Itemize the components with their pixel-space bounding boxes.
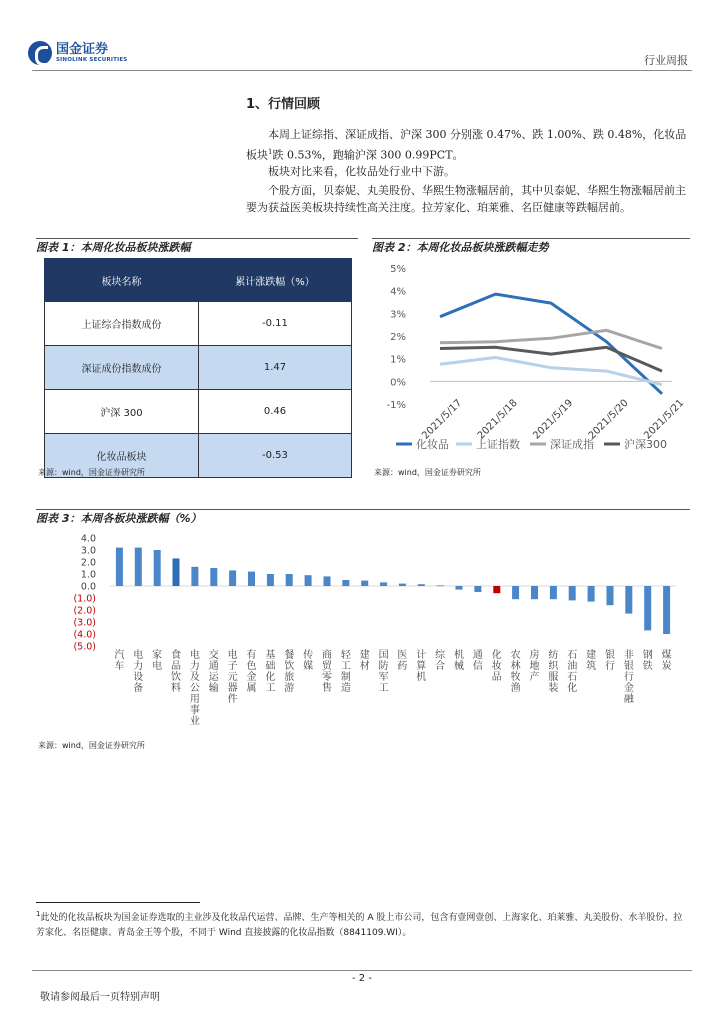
x-category-label: 餐饮旅游	[284, 650, 295, 694]
paragraph-3: 个股方面，贝泰妮、丸美股份、华熙生物涨幅居前，其中贝泰妮、华熙生物涨幅居前主要为获益医美板块持续性高关注度。拉芳家化、珀莱雅、名臣健康等跌幅居前。	[246, 184, 686, 214]
x-category-label: 煤炭	[661, 650, 672, 672]
header-divider	[32, 70, 692, 71]
report-type: 行业周报	[644, 54, 688, 67]
table-cell: -0.11	[198, 302, 351, 346]
bar-石油石化	[569, 586, 576, 600]
table-cell: 深证成份指数成份	[45, 346, 199, 390]
bar-综合	[437, 585, 444, 586]
x-category-label: 非银行金融	[623, 650, 634, 705]
x-category-label: 基础化工	[265, 650, 276, 694]
x-category-label: 建材	[359, 650, 370, 672]
x-tick-label: 2021/5/20	[586, 397, 631, 442]
legend-label-化妆品: 化妆品	[416, 438, 449, 451]
y-tick-label: 0.0	[80, 581, 96, 593]
table-row	[45, 302, 352, 346]
bar-机械	[456, 586, 463, 590]
footer-divider	[32, 970, 692, 971]
bar-基础化工	[267, 574, 274, 586]
bar-有色金属	[248, 572, 255, 586]
y-tick-label: (5.0)	[73, 641, 96, 653]
bar-计算机	[418, 584, 425, 586]
x-category-label: 综合	[435, 650, 446, 672]
x-category-label: 机械	[454, 650, 465, 672]
x-tick-label: 2021/5/19	[531, 397, 576, 442]
x-category-label: 钢铁	[642, 650, 653, 672]
footnote-divider	[36, 902, 200, 903]
logo-en: SINOLINK SECURITIES	[56, 57, 128, 63]
x-tick-label: 2021/5/17	[420, 397, 465, 442]
x-category-label: 化妆品	[491, 650, 502, 683]
x-category-label: 有色金属	[246, 650, 257, 694]
bar-家电	[154, 550, 161, 586]
y-tick-label: (3.0)	[73, 617, 96, 629]
footnote-text: 此处的化妆品板块为国金证券选取的主业涉及化妆品代运营、品牌、生产等相关的 A 股上市公司，包含有壹网壹创、上海家化、珀莱雅、丸美股份、水羊股份、拉芳家化、名臣健康、青岛金王等个股，不同于 Wind 直接披露的化妆品指数（8841109.WI）。	[36, 913, 683, 938]
bar-传媒	[305, 575, 312, 586]
bar-医药	[399, 584, 406, 586]
bar-电子元器件	[229, 570, 236, 586]
table-cell: 沪深 300	[45, 390, 199, 434]
x-category-label: 交通运输	[208, 650, 219, 694]
paragraph-2: 板块对比来看，化妆品处行业中下游。	[268, 165, 455, 178]
y-tick-label: (2.0)	[73, 605, 96, 617]
table-header-change: 累计涨跌幅（%）	[198, 259, 351, 302]
figure-1-source: 来源：wind，国金证券研究所	[38, 468, 145, 477]
table-cell: 上证综合指数成份	[45, 302, 199, 346]
y-tick-label: 5%	[390, 264, 406, 275]
x-category-label: 食品饮料	[171, 650, 182, 694]
bar-国防军工	[380, 582, 387, 586]
bar-餐饮旅游	[286, 574, 293, 586]
figure-3-source: 来源：wind，国金证券研究所	[38, 741, 145, 750]
bar-纺织服装	[550, 586, 557, 599]
x-category-label: 农林牧渔	[510, 650, 521, 694]
bar-商贸零售	[324, 576, 331, 586]
y-tick-label: 4.0	[80, 533, 96, 545]
x-category-label: 家电	[152, 650, 163, 672]
paragraph-1-b: 跌 0.53%，跑输沪深 300 0.99PCT。	[272, 148, 464, 162]
footnote	[36, 907, 686, 941]
bar-非银行金融	[625, 586, 632, 614]
x-category-label: 轻工制造	[340, 650, 351, 694]
page-number: - 2 -	[352, 973, 372, 984]
bar-钢铁	[644, 586, 651, 630]
y-tick-label: 3%	[390, 309, 406, 321]
section-title: 1、行情回顾	[246, 97, 321, 112]
x-category-label: 电力设备	[133, 650, 144, 694]
figure-2-line-chart	[372, 258, 690, 458]
x-category-label: 电子元器件	[227, 650, 238, 705]
bar-银行	[607, 586, 614, 605]
paragraph-1-a: 本周上证综指、深证成指、沪深 300 分别涨 0.47%、跌 1.00%、跌 0.48%，化妆品板块	[246, 128, 687, 162]
disclaimer: 敬请参阅最后一页特别声明	[40, 992, 160, 1003]
figure-1-table	[44, 258, 352, 478]
footnote-ref[interactable]: 1	[268, 147, 273, 156]
y-tick-label: 2.0	[80, 557, 96, 569]
bar-房地产	[531, 586, 538, 599]
bar-电力设备	[135, 548, 142, 586]
logo-mark-icon	[28, 41, 52, 65]
x-category-label: 汽车	[114, 650, 125, 672]
bar-煤炭	[663, 586, 670, 634]
table-row	[45, 346, 352, 390]
table-row	[45, 390, 352, 434]
bar-化妆品	[493, 586, 500, 593]
series-line-化妆品	[440, 294, 662, 394]
y-tick-label: 1.0	[80, 569, 96, 581]
y-tick-label: 3.0	[80, 545, 96, 557]
bar-通信	[474, 586, 481, 592]
y-tick-label: 0%	[390, 377, 406, 389]
y-tick-label: 2%	[390, 332, 406, 343]
figure-1-title: 图表 1：本周化妆品板块涨跌幅	[36, 238, 358, 257]
bar-电力及公用事业	[191, 567, 198, 586]
x-tick-label: 2021/5/18	[475, 397, 520, 442]
table-cell: 0.46	[198, 390, 351, 434]
figure-2-source: 来源：wind，国金证券研究所	[374, 468, 481, 477]
x-category-label: 建筑	[586, 650, 597, 672]
x-category-label: 医药	[397, 650, 408, 672]
bar-交通运输	[210, 568, 217, 586]
table-cell: 1.47	[198, 346, 351, 390]
bar-轻工制造	[342, 580, 349, 586]
y-tick-label: (4.0)	[73, 629, 96, 641]
bar-农林牧渔	[512, 586, 519, 599]
figure-2-title: 图表 2：本周化妆品板块涨跌幅走势	[372, 238, 690, 257]
x-tick-label: 2021/5/21	[642, 397, 687, 442]
y-tick-label: -1%	[386, 400, 406, 411]
company-logo	[28, 38, 138, 68]
table-cell: 化妆品板块	[45, 434, 199, 478]
logo-cn: 国金证券	[56, 42, 109, 57]
footnote-mark: 1	[36, 910, 41, 918]
y-tick-label: (1.0)	[73, 593, 96, 605]
x-category-label: 纺织服装	[548, 650, 559, 694]
bar-建筑	[588, 586, 595, 602]
bar-建材	[361, 581, 368, 586]
y-tick-label: 4%	[390, 286, 406, 298]
paragraph-1	[246, 127, 690, 164]
legend-label-上证指数: 上证指数	[476, 438, 520, 451]
x-category-label: 传媒	[303, 650, 314, 672]
x-category-label: 国防军工	[378, 650, 389, 694]
y-tick-label: 1%	[390, 354, 406, 366]
x-category-label: 计算机	[416, 650, 427, 683]
figure-3-title: 图表 3：本周各板块涨跌幅（%）	[36, 509, 690, 528]
x-category-label: 通信	[472, 650, 483, 672]
x-category-label: 石油石化	[567, 650, 578, 694]
x-category-label: 电力及公用事业	[189, 650, 200, 727]
table-header-name: 板块名称	[45, 259, 199, 302]
bar-汽车	[116, 548, 123, 586]
legend-label-沪深300: 沪深300	[624, 438, 667, 451]
x-category-label: 商贸零售	[321, 650, 332, 694]
series-line-深证成指	[440, 330, 662, 348]
legend-label-深证成指: 深证成指	[550, 438, 594, 451]
figure-3-bar-chart	[36, 530, 690, 730]
table-cell: -0.53	[198, 434, 351, 478]
x-category-label: 银行	[604, 650, 615, 672]
x-category-label: 房地产	[529, 650, 540, 683]
bar-食品饮料	[173, 558, 180, 586]
